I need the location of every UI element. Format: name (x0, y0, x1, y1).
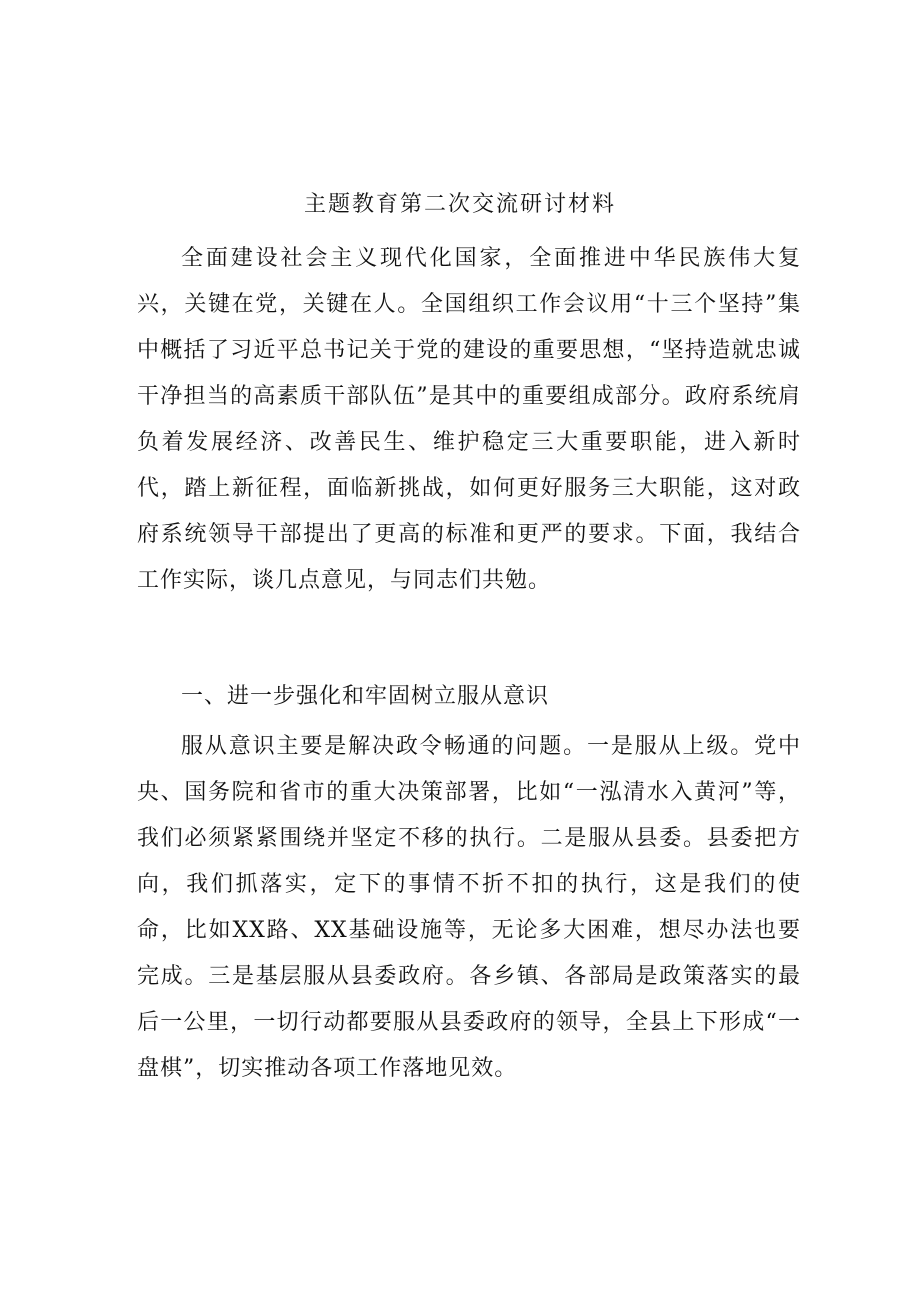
intro-paragraph: 全面建设社会主义现代化国家，全面推进中华民族伟大复兴，关键在党，关键在人。全国组织工作会议用“十三个坚持”集中概括了习近平总书记关于党的建设的重要思想，“坚持造就忠诚干净担当的高素质干部队伍”是其中的重要组成部分。政府系统肩负着发展经济、改善民生、维护稳定三大重要职能，进入新时代，踏上新征程，面临新挑战，如何更好服务三大职能，这对政府系统领导干部提出了更高的标准和更严的要求。下面，我结合工作实际，谈几点意见，与同志们共勉。 (137, 246, 801, 593)
section-heading-1: 一、进一步强化和牢固树立服从意识 (181, 684, 550, 709)
document-title: 主题教育第二次交流研讨材料 (303, 192, 616, 217)
section-1-paragraph: 服从意识主要是解决政令畅通的问题。一是服从上级。党中央、国务院和省市的重大决策部署，比如“一泓清水入黄河”等，我们必须紧紧围绕并坚定不移的执行。二是服从县委。县委把方向，我们抓落实，定下的事情不折不扣的执行，这是我们的使命，比如XX路、XX基础设施等，无论多大困难，想尽办法也要完成。三是基层服从县委政府。各乡镇、各部局是政策落实的最后一公里，一切行动都要服从县委政府的领导，全县上下形成“一盘棋”，切实推动各项工作落地见效。 (137, 734, 801, 1081)
